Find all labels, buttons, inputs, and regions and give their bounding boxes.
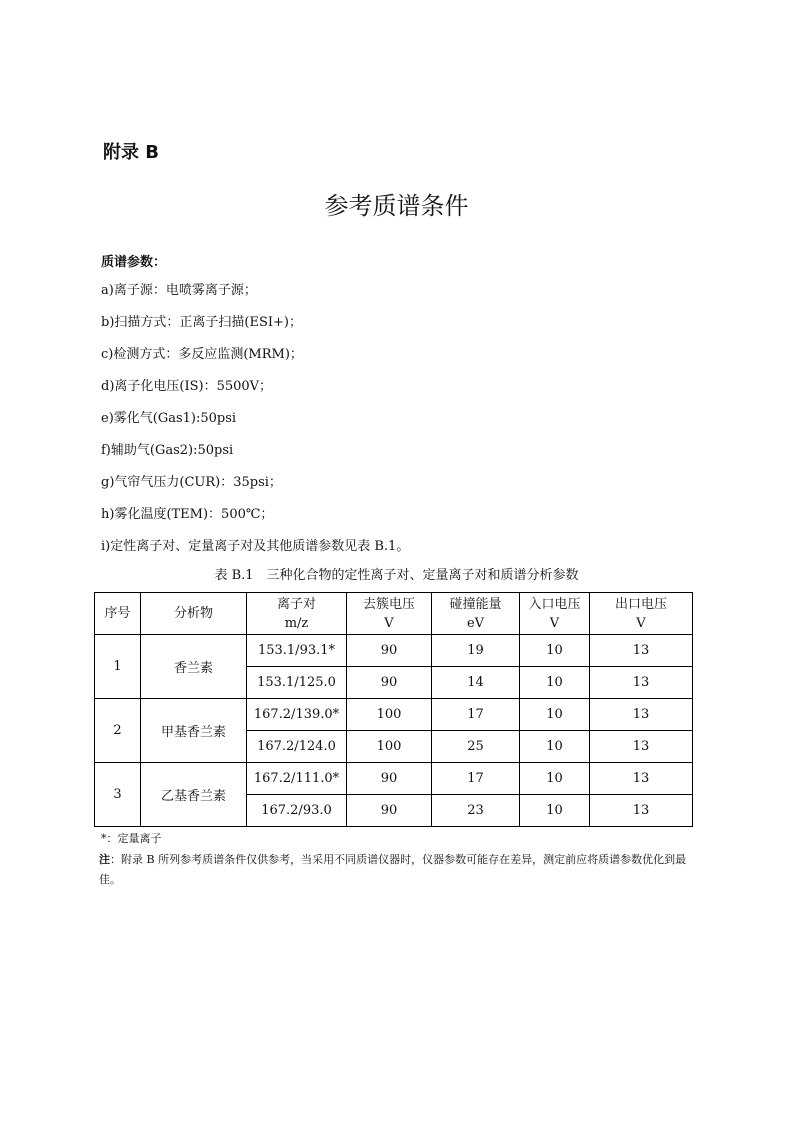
cell-dp: 90 <box>347 667 432 699</box>
cell-analyte: 香兰素 <box>141 635 247 699</box>
table-header-row <box>95 593 693 635</box>
cell-ce: 19 <box>432 635 520 667</box>
table-note <box>99 850 699 890</box>
cell-dp: 90 <box>347 795 432 827</box>
cell-dp: 100 <box>347 731 432 763</box>
section-heading: 质谱参数： <box>101 255 167 270</box>
cell-dp: 90 <box>347 635 432 667</box>
cell-index: 3 <box>95 763 141 827</box>
cell-cxp: 13 <box>590 763 693 795</box>
param-item: d)离子化电压(IS)：5500V； <box>101 379 273 394</box>
note-label: 注 <box>99 853 110 866</box>
cell-ep: 10 <box>520 731 590 763</box>
param-item: c)检测方式：多反应监测(MRM)； <box>101 347 303 362</box>
header-analyte: 分析物 <box>141 593 247 635</box>
header-declustering-potential: 去簇电压 V <box>347 593 432 635</box>
cell-ion-pair: 153.1/93.1* <box>247 635 347 667</box>
header-ion-pair: 离子对 m/z <box>247 593 347 635</box>
cell-ep: 10 <box>520 635 590 667</box>
cell-cxp: 13 <box>590 667 693 699</box>
cell-ce: 23 <box>432 795 520 827</box>
appendix-label: 附录 B <box>103 142 159 163</box>
cell-cxp: 13 <box>590 635 693 667</box>
header-exit-potential: 出口电压 V <box>590 593 693 635</box>
cell-ce: 17 <box>432 763 520 795</box>
cell-ion-pair: 153.1/125.0 <box>247 667 347 699</box>
cell-ion-pair: 167.2/124.0 <box>247 731 347 763</box>
cell-dp: 90 <box>347 763 432 795</box>
ms-parameter-table <box>94 592 693 827</box>
header-entrance-potential: 入口电压 V <box>520 593 590 635</box>
param-item: a)离子源：电喷雾离子源； <box>101 283 257 298</box>
table-row <box>95 699 693 731</box>
cell-ion-pair: 167.2/111.0* <box>247 763 347 795</box>
param-list <box>101 281 409 569</box>
param-item: b)扫描方式：正离子扫描(ESI+)； <box>101 315 302 330</box>
table-caption: 表 B.1 三种化合物的定性离子对、定量离子对和质谱分析参数 <box>214 568 579 583</box>
cell-index: 2 <box>95 699 141 763</box>
param-item: f)辅助气(Gas2):50psi <box>101 443 234 458</box>
cell-cxp: 13 <box>590 731 693 763</box>
table-row <box>95 635 693 667</box>
cell-analyte: 乙基香兰素 <box>141 763 247 827</box>
cell-ep: 10 <box>520 763 590 795</box>
cell-ce: 25 <box>432 731 520 763</box>
header-collision-energy: 碰撞能量 eV <box>432 593 520 635</box>
param-item: h)雾化温度(TEM)：500℃； <box>101 507 274 522</box>
cell-ion-pair: 167.2/93.0 <box>247 795 347 827</box>
cell-index: 1 <box>95 635 141 699</box>
cell-ce: 17 <box>432 699 520 731</box>
cell-ce: 14 <box>432 667 520 699</box>
param-item: i)定性离子对、定量离子对及其他质谱参数见表 B.1。 <box>101 539 410 554</box>
cell-ep: 10 <box>520 667 590 699</box>
cell-ep: 10 <box>520 795 590 827</box>
cell-ion-pair: 167.2/139.0* <box>247 699 347 731</box>
table-footnote: *：定量离子 <box>101 832 162 845</box>
cell-analyte: 甲基香兰素 <box>141 699 247 763</box>
cell-ep: 10 <box>520 699 590 731</box>
cell-dp: 100 <box>347 699 432 731</box>
param-item: g)气帘气压力(CUR)：35psi； <box>101 475 282 490</box>
header-index: 序号 <box>95 593 141 635</box>
table-row <box>95 763 693 795</box>
note-text: ：附录 B 所列参考质谱条件仅供参考，当采用不同质谱仪器时，仪器参数可能存在差异，测定前应将质谱参数优化到最佳。 <box>99 853 687 886</box>
cell-cxp: 13 <box>590 699 693 731</box>
cell-cxp: 13 <box>590 795 693 827</box>
param-item: e)雾化气(Gas1):50psi <box>101 411 237 426</box>
page-title: 参考质谱条件 <box>324 192 469 220</box>
